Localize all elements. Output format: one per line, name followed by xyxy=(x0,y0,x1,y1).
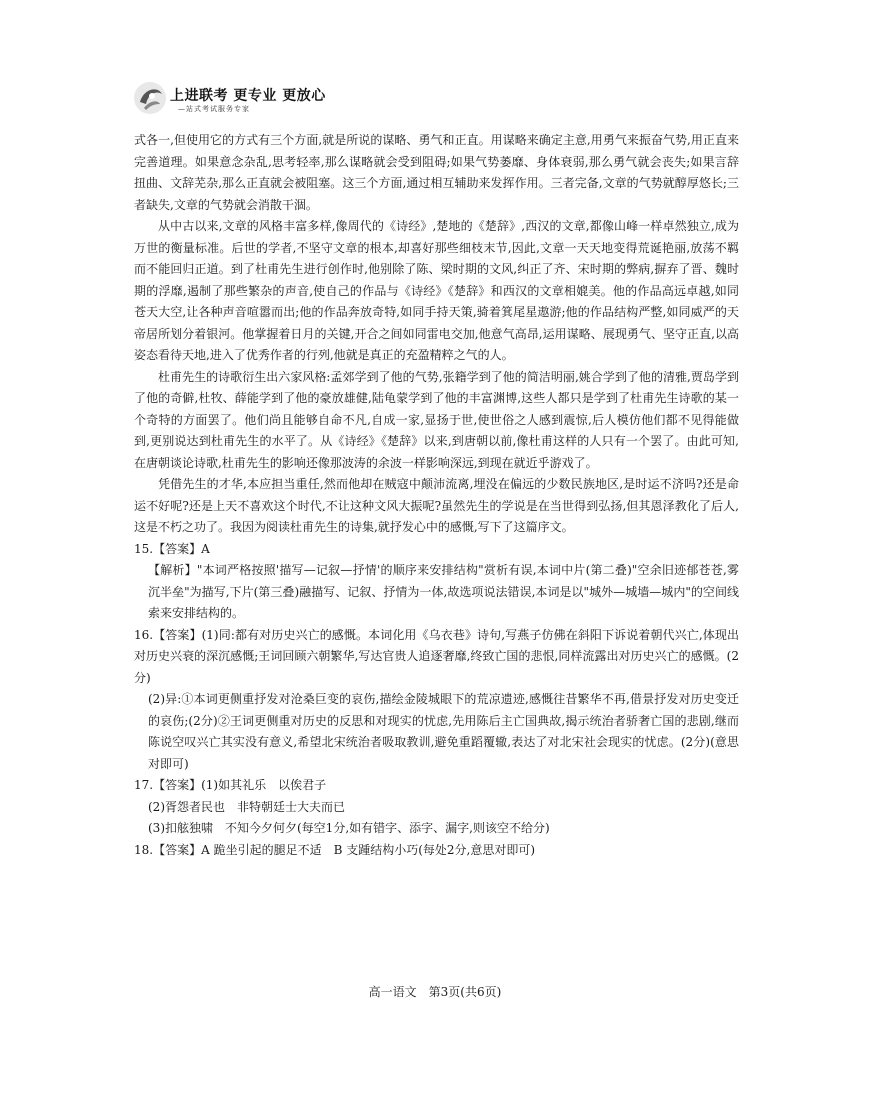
page-footer: 高一语文 第3页(共6页) xyxy=(368,985,502,999)
answer-16-part2: (2)异:①本词更侧重抒发对沧桑巨变的哀伤,描绘金陵城眼下的荒凉遗迹,感慨往昔繁华不再,借景抒发对历史变迁的哀伤;(2分)②王词更侧重对历史的反思和对现实的忧虑,先用陈后主亡国典故,揭示统治者骄奢亡国的悲剧,继而陈说空叹兴亡其实没有意义,希望北宋统治者吸取教训,避免重蹈覆辙,表达了对北宋社会现实的忧虑。(2分)(意思对即可) xyxy=(148,692,739,771)
answer-17-line2: (2)胥怨者民也 非特朝廷士大夫而已 xyxy=(148,799,345,814)
translation-paragraph: 从中古以来,文章的风格丰富多样,像周代的《诗经》,楚地的《楚辞》,西汉的文章,都像山峰一样卓然独立,成为万世的衡量标准。后世的学者,不坚守文章的根本,却喜好那些细枝末节,因此,文章一天天地变得荒诞艳丽,放荡不羁而不能回归正道。到了杜甫先生进行创作时,他别除了陈、梁时期的文风,纠正了齐、宋时期的弊病,摒弃了晋、魏时期的浮靡,遏制了那些繁杂的声音,使自己的作品与《诗经》《楚辞》和西汉的文章相媲美。他的作品高远卓越,如同苍天大空,让各种声音喧嚣而出;他的作品奔放奇特,如同手持天策,骑着箕尾星遨游;他的作品结构严整,如同威严的天帝居所划分着银河。他掌握着日月的关键,开合之间如同雷电交加,他意气高昂,运用谋略、展现勇气、坚守正直,以高姿态看待天地,进入了优秀作者的行列,他就是真正的充盈精粹之气的人。 xyxy=(134,219,739,362)
answer-17-line3: (3)扣舷独啸 不知今夕何夕(每空1分,如有错字、添字、漏字,则该空不给分) xyxy=(148,821,550,835)
translation-paragraph: 式各一,但使用它的方式有三个方面,就是所说的谋略、勇气和正直。用谋略来确定主意,用勇气来振奋气势,用正直来完善道理。如果意念杂乱,思考轻率,那么谋略就会受到阻碍;如果气势萎靡、身体衰弱,那么勇气就会丧失;如果言辞扭曲、文辞芜杂,那么正直就会被阻塞。这三个方面,通过相互辅助来发挥作用。三者完备,文章的气势就醇厚悠长;三者缺失,文章的气势就会消散干涸。 xyxy=(134,133,739,212)
translation-paragraph: 凭借先生的才华,本应担当重任,然而他却在贼寇中颠沛流离,埋没在偏远的少数民族地区,是时运不济吗?还是命运不好呢?还是上天不喜欢这个时代,不让这种文风大振呢?虽然先生的学说是在当世得到弘扬,但其恩泽教化了后人,这是不朽之功了。我因为阅读杜甫先生的诗集,就抒发心中的感慨,写下了这篇序文。 xyxy=(134,477,739,534)
answer-15-analysis: 【解析】"本词严格按照'描写—记叙—抒情'的顺序来安排结构"赏析有误,本词中片(第二叠)"空余旧迹郁苍苍,雾沉半垒"为描写,下片(第三叠)融描写、记叙、抒情为一体,故选项说法错误,本词是以"城外—城墙—城内"的空间线索来安排结构的。 xyxy=(148,563,739,620)
brand-slogan: 上进联考 更专业 更放心 xyxy=(170,88,326,104)
translation-paragraph: 杜甫先生的诗歌衍生出六家风格:孟郊学到了他的气势,张籍学到了他的简洁明丽,姚合学到了他的清雅,贾岛学到了他的奇僻,杜牧、薛能学到了他的豪放雄健,陆龟蒙学到了他的丰富渊博,这些人都只是学到了杜甫先生诗歌的某一个奇特的方面罢了。他们尚且能够自命不凡,自成一家,显扬于世,使世俗之人感到震惊,后人模仿他们都不见得能做到,更别说达到杜甫先生的水平了。从《诗经》《楚辞》以来,到唐朝以前,像杜甫这样的人只有一个罢了。由此可知,在唐朝谈论诗歌,杜甫先生的影响还像那波涛的余波一样影响深远,到现在就近乎游戏了。 xyxy=(134,369,739,470)
brand-tagline: —站式考试服务专家 xyxy=(178,105,250,113)
logo-icon xyxy=(132,80,168,116)
answer-16-head: 16.【答案】(1)同:都有对历史兴亡的感慨。本词化用《乌衣巷》诗句,写燕子仿佛在斜阳下诉说着朝代兴亡,体现出对历史兴衰的深沉感慨;王词回顾六朝繁华,写达官贵人追逐奢靡,终致亡国的悲恨,同样流露出对历史兴亡的感慨。(2分) xyxy=(134,627,739,685)
answer-15-head: 15.【答案】A xyxy=(134,541,210,556)
answer-18-head: 18.【答案】A 跪坐引起的腿足不适 B 支踵结构小巧(每处2分,意思对即可) xyxy=(134,842,536,857)
answer-17-head: 17.【答案】(1)如其礼乐 以俟君子 xyxy=(134,778,327,792)
page-header xyxy=(132,80,432,120)
answer-content xyxy=(134,130,739,861)
